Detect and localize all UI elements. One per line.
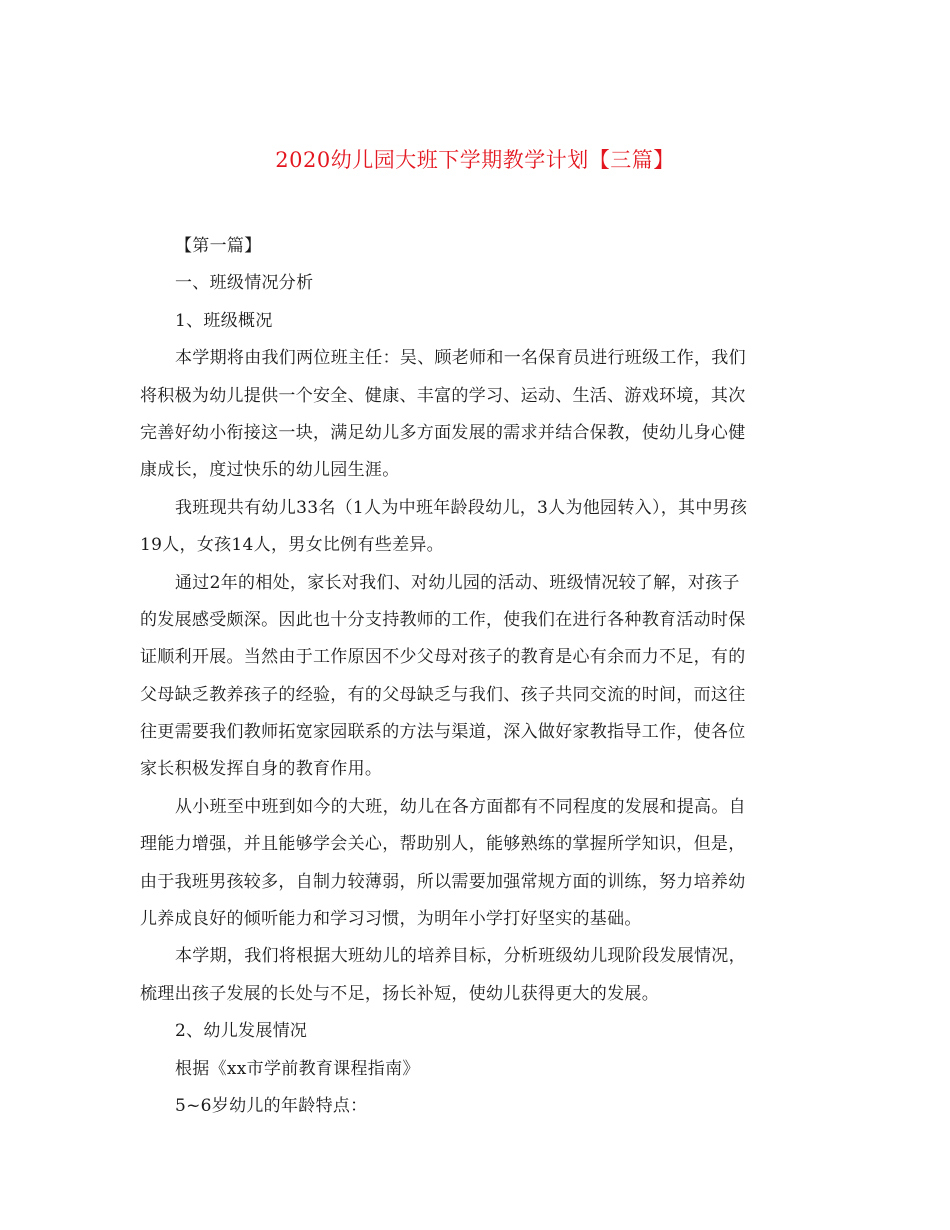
text-line: 梳理出孩子发展的长处与不足，扬长补短，使幼儿获得更大的发展。	[140, 983, 659, 1004]
text-line: 由于我班男孩较多，自制力较薄弱，所以需要加强常规方面的训练，努力培养幼	[140, 871, 746, 892]
text-line: 我班现共有幼儿33名（1人为中班年龄段幼儿，3人为他园转入），其中男孩	[175, 497, 748, 518]
document-title: 2020幼儿园大班下学期教学计划【三篇】	[275, 148, 675, 172]
text-line: 【第一篇】	[175, 236, 262, 256]
text-line: 根据《xx市学前教育课程指南》	[175, 1058, 420, 1079]
text-line: 完善好幼小衔接这一块，满足幼儿多方面发展的需求并结合保教，使幼儿身心健	[140, 422, 746, 443]
text-line: 5~6岁幼儿的年龄特点：	[175, 1095, 368, 1116]
text-line: 父母缺乏教养孩子的经验，有的父母缺乏与我们、孩子共同交流的时间，而这往	[140, 684, 746, 705]
text-line: 理能力增强，并且能够学会关心，帮助别人，能够熟练的掌握所学知识，但是，	[140, 834, 746, 855]
text-line: 康成长，度过快乐的幼儿园生涯。	[140, 460, 400, 481]
text-line: 19人，女孩14人，男女比例有些差异。	[140, 535, 444, 556]
text-line: 的发展感受颇深。因此也十分支持教师的工作，使我们在进行各种教育活动时保	[140, 609, 746, 630]
text-line: 证顺利开展。当然由于工作原因不少父母对孩子的教育是心有余而力不足，有的	[140, 647, 746, 668]
text-line: 家长积极发挥自身的教育作用。	[140, 759, 383, 780]
text-line: 将积极为幼儿提供一个安全、健康、丰富的学习、运动、生活、游戏环境，其次	[140, 385, 746, 406]
text-line: 本学期将由我们两位班主任：吴、顾老师和一名保育员进行班级工作，我们	[175, 348, 746, 369]
text-line: 儿养成良好的倾听能力和学习习惯，为明年小学打好坚实的基础。	[140, 909, 642, 930]
text-line: 一、班级情况分析	[175, 273, 314, 294]
text-line: 本学期，我们将根据大班幼儿的培养目标，分析班级幼儿现阶段发展情况，	[175, 946, 746, 967]
document-body	[140, 228, 815, 1125]
text-line: 往更需要我们教师拓宽家园联系的方法与渠道，深入做好家教指导工作，使各位	[140, 722, 746, 743]
text-line: 从小班至中班到如今的大班，幼儿在各方面都有不同程度的发展和提高。自	[175, 796, 746, 817]
text-line: 2、幼儿发展情况	[175, 1021, 308, 1042]
text-line: 通过2年的相处，家长对我们、对幼儿园的活动、班级情况较了解，对孩子	[175, 572, 740, 593]
text-line: 1、班级概况	[175, 310, 273, 331]
